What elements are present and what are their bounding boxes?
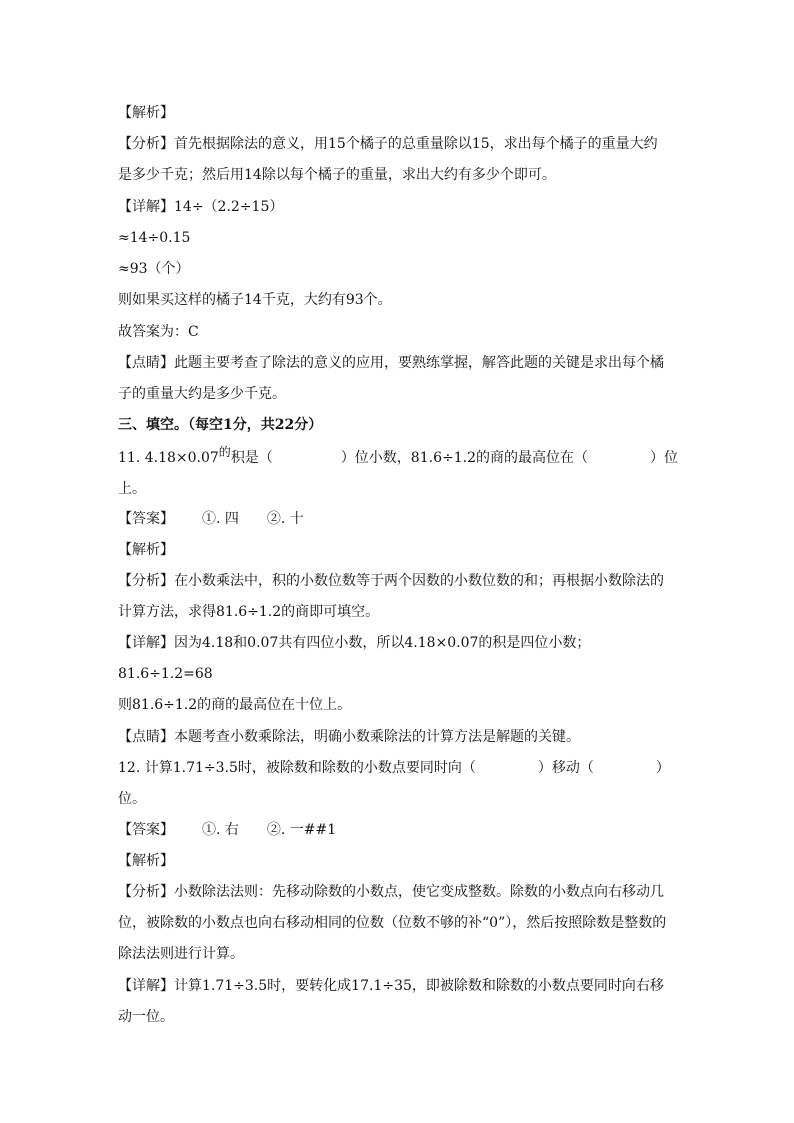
analysis-text-cont: 除法法则进行计算。 <box>118 946 244 962</box>
analysis-text: 【分析】首先根据除法的意义，用15个橘子的总重量除以15，求出每个橘子的重量大约 <box>118 136 658 152</box>
analysis-text-cont: 是多少千克；然后用14除以每个橘子的重量，求出大约有多少个即可。 <box>118 167 556 183</box>
analysis-heading: 【解析】 <box>118 105 174 121</box>
analysis-heading: 【解析】 <box>118 853 174 869</box>
section-heading: 三、填空。（每空1分，共22分） <box>118 417 323 433</box>
analysis-text-cont: 位，被除数的小数点也向右移动相同的位数（位数不够的补“0”），然后按照除数是整数的 <box>118 915 667 931</box>
solution-step-cont: 动一位。 <box>118 1009 174 1025</box>
comment-text: 【点睛】此题主要考查了除法的意义的应用，要熟练掌握，解答此题的关键是求出每个橘 <box>118 355 664 371</box>
question-11-part: ）位小数，81.6÷1.2的商的最高位在（ <box>340 450 588 466</box>
solution-step: 【详解】计算1.71÷3.5时，要转化成17.1÷35，即被除数和除数的小数点要同时向右移 <box>118 978 664 994</box>
analysis-text: 【分析】小数除法法则：先移动除数的小数点，使它变成整数。除数的小数点向右移动几 <box>118 884 664 900</box>
solution-step: ≈93（个） <box>118 261 190 277</box>
answer-label: 【答案】 <box>118 822 174 838</box>
question-12-cont: 位。 <box>118 791 146 807</box>
solution-step: ≈14÷0.15 <box>118 230 191 246</box>
solution-step: 81.6÷1.2=68 <box>118 666 213 682</box>
question-11-cont: 上。 <box>118 481 146 497</box>
answer-line: 故答案为：C <box>118 324 199 340</box>
question-12-part: ）移动（ <box>537 760 594 776</box>
question-11-part: 积是（ <box>230 450 273 466</box>
analysis-text-cont: 计算方法，求得81.6÷1.2的商即可填空。 <box>118 604 380 620</box>
question-12-part: ） <box>655 760 670 776</box>
answer-item: ①. 右 <box>202 822 239 838</box>
solution-conclusion: 则如果买这样的橘子14千克，大约有93个。 <box>118 292 392 308</box>
solution-step: 【详解】因为4.18和0.07共有四位小数，所以4.18×0.07的积是四位小数； <box>118 635 591 651</box>
answer-item: ①. 四 <box>202 511 239 527</box>
solution-conclusion: 则81.6÷1.2的商的最高位在十位上。 <box>118 697 352 713</box>
question-11-sup: 的 <box>218 445 231 459</box>
answer-item: ②. 一##1 <box>266 822 337 838</box>
answer-row <box>118 820 336 840</box>
comment-text-cont: 子的重量大约是多少千克。 <box>118 386 286 402</box>
answer-item: ②. 十 <box>266 511 304 527</box>
solution-step: 【详解】14÷（2.2÷15） <box>118 199 284 215</box>
comment-text: 【点睛】本题考查小数乘除法，明确小数乘除法的计算方法是解题的关键。 <box>118 729 580 745</box>
question-12-part: 12. 计算1.71÷3.5时，被除数和除数的小数点要同时向（ <box>118 760 476 776</box>
analysis-heading: 【解析】 <box>118 542 174 558</box>
question-12 <box>118 758 670 778</box>
question-11 <box>118 445 678 468</box>
question-11-part: 11. 4.18×0.07 <box>118 450 219 466</box>
answer-row <box>118 509 304 529</box>
answer-label: 【答案】 <box>118 511 174 527</box>
analysis-text: 【分析】在小数乘法中，积的小数位数等于两个因数的小数位数的和；再根据小数除法的 <box>118 573 664 589</box>
question-11-part: ）位 <box>649 450 678 466</box>
